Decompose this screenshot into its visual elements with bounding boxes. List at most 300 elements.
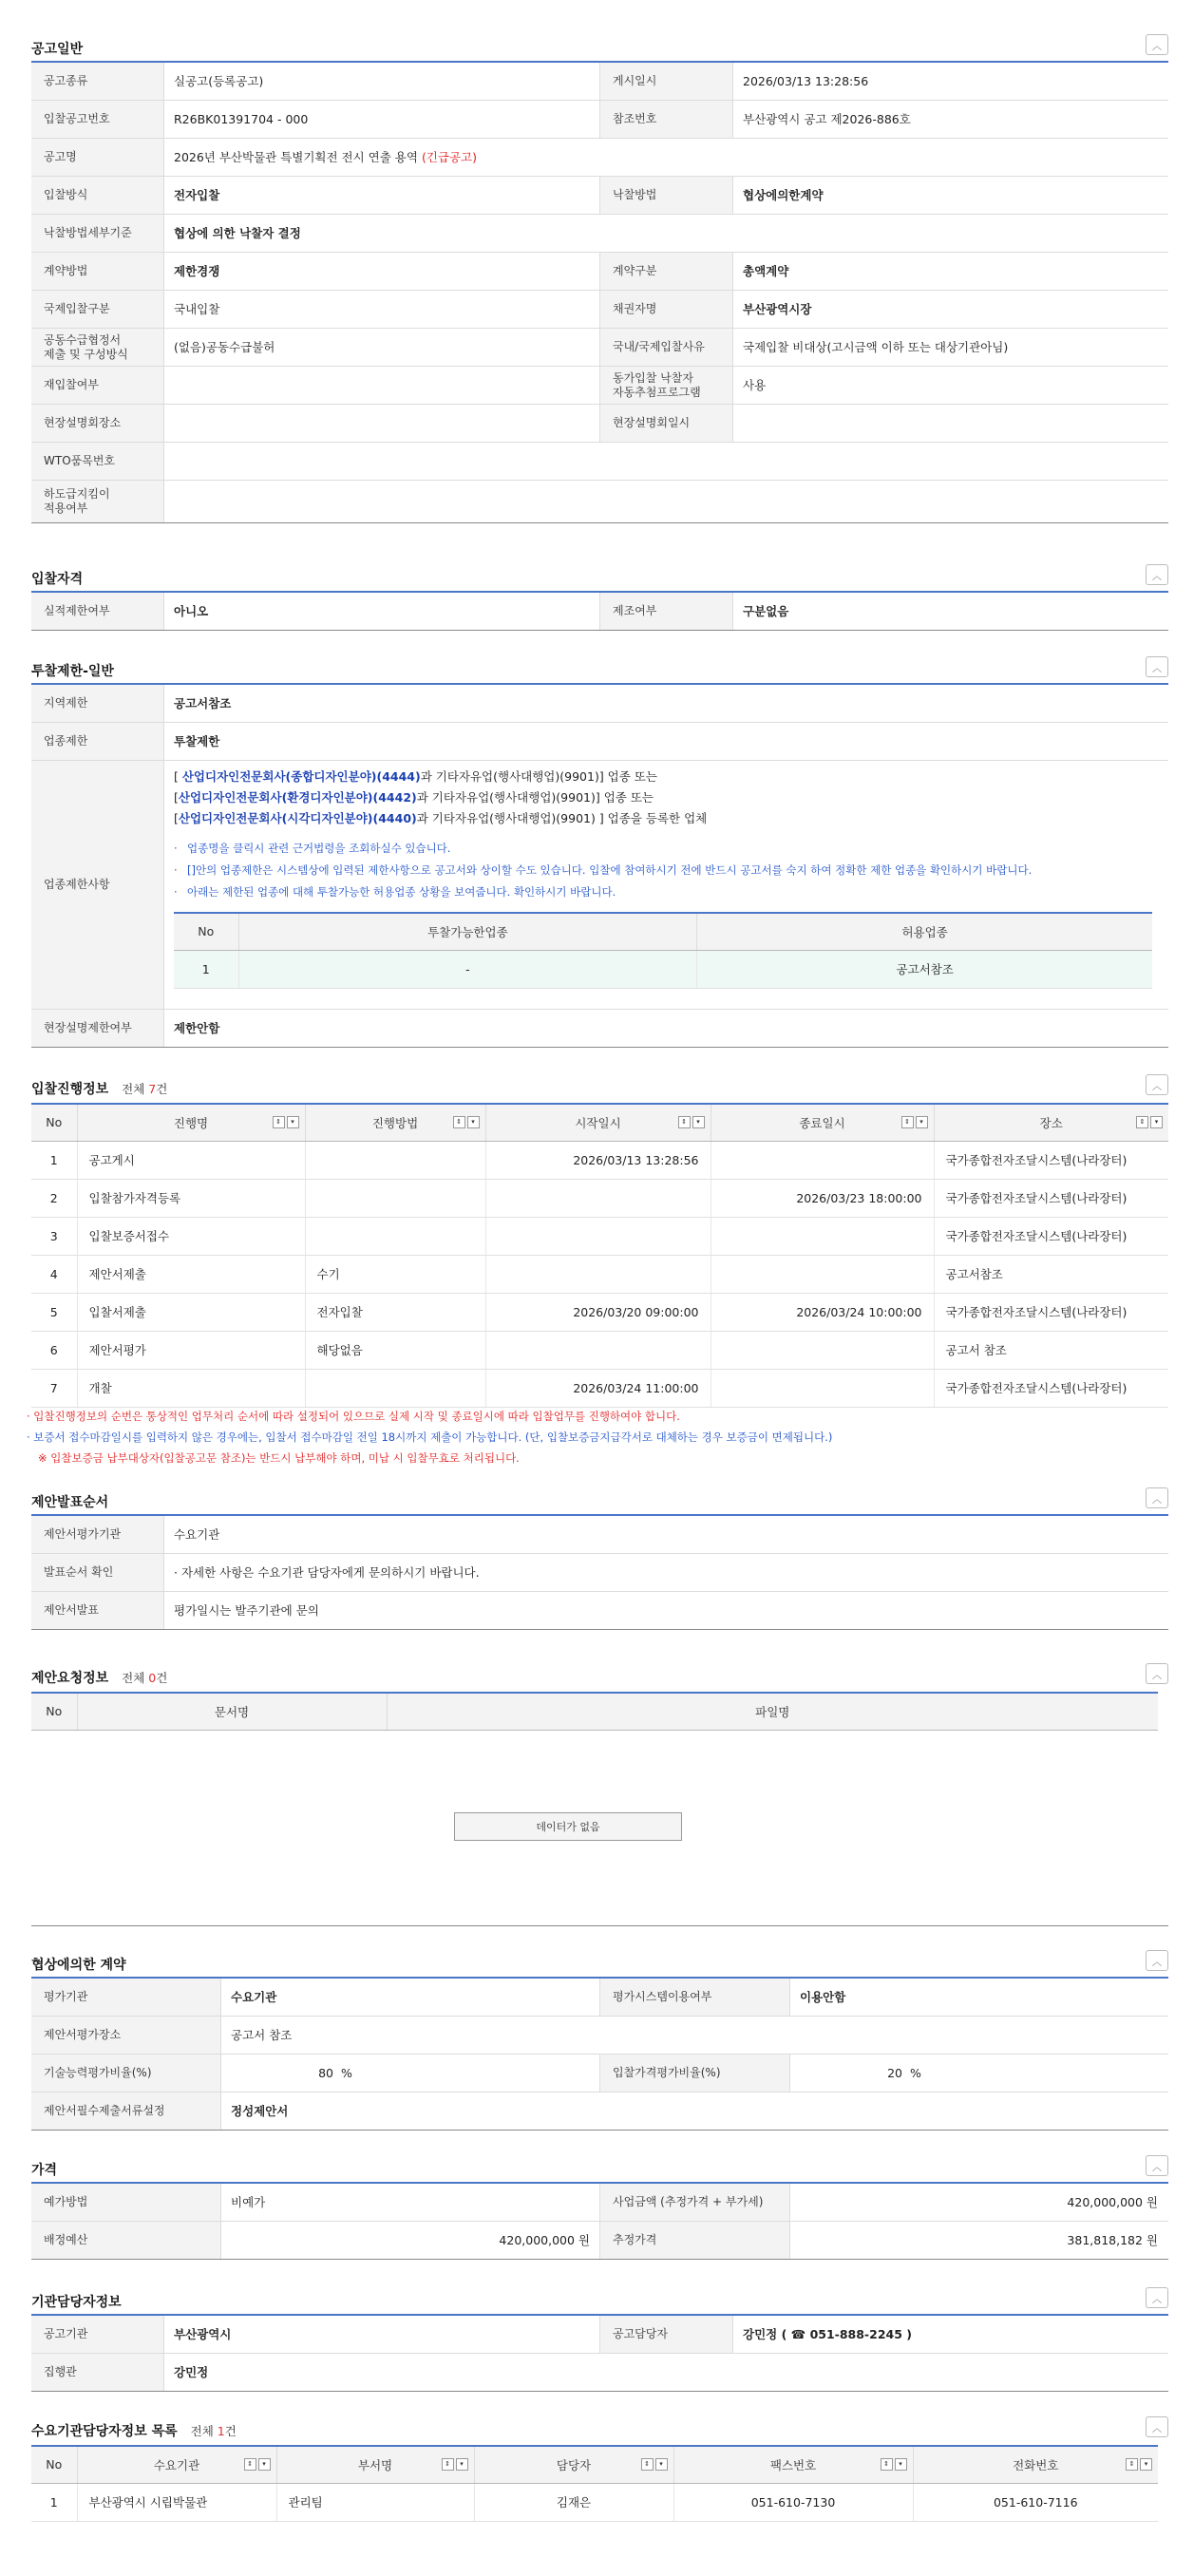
- filter-dropdown-icon[interactable]: ▾: [655, 2458, 668, 2471]
- row-presentation: [31, 1592, 1168, 1630]
- col-header: [913, 2446, 1158, 2483]
- row-agency: [31, 2316, 1168, 2354]
- collapse-toggle-icon[interactable]: ︿: [1146, 2416, 1168, 2437]
- col-header: [31, 1104, 77, 1141]
- cell: 해당없음: [305, 1331, 485, 1369]
- cell: [711, 1369, 934, 1407]
- label: 제안서평가기관: [31, 1516, 164, 1553]
- sort-controls: [244, 2458, 271, 2471]
- label: [31, 329, 164, 366]
- count-number: 7: [148, 1082, 157, 1096]
- section-title: 가격: [31, 2163, 58, 2178]
- row-eval-place: [31, 2017, 1168, 2055]
- row-eval-ratio: [31, 2055, 1168, 2093]
- value: 수요기관: [231, 1989, 277, 2004]
- sort-icon[interactable]: ⇕: [901, 1116, 914, 1128]
- section-header: [31, 1491, 1168, 1516]
- industry-line: [174, 767, 1159, 787]
- header-label: 팩스번호: [769, 2457, 817, 2472]
- value: 부산광역시 공고 제2026-886호: [743, 111, 911, 126]
- text: 전체: [122, 1082, 149, 1096]
- filter-dropdown-icon[interactable]: ▾: [895, 2458, 907, 2471]
- label-line: 하도급지킴이: [44, 487, 110, 501]
- col-header: [934, 1104, 1168, 1141]
- title-text: 입찰진행정보: [31, 1082, 109, 1097]
- title-text: 제안요청정보: [31, 1671, 109, 1686]
- text: 건: [156, 1671, 168, 1685]
- label: 입찰공고번호: [31, 101, 164, 138]
- col-header: [474, 2446, 673, 2483]
- value: 제한경쟁: [174, 263, 220, 278]
- cell: 2026/03/20 09:00:00: [485, 1293, 711, 1331]
- cell: 입찰서제출: [77, 1293, 305, 1331]
- cell: 7: [31, 1369, 77, 1407]
- demand-agency-table: [31, 2445, 1158, 2522]
- sort-icon[interactable]: ⇕: [881, 2458, 893, 2471]
- row-price-method: [31, 2184, 1168, 2222]
- value: [164, 139, 486, 176]
- label-line: 공동수급협정서: [44, 332, 122, 347]
- cell: 5: [31, 1293, 77, 1331]
- cell: 2026/03/24 11:00:00: [485, 1369, 711, 1407]
- cell: 051-610-7130: [673, 2483, 913, 2521]
- text: 건: [224, 2424, 237, 2438]
- label: 현장설명회장소: [31, 405, 164, 442]
- value: [164, 481, 183, 522]
- total-count: [122, 1671, 167, 1685]
- collapse-toggle-icon[interactable]: ︿: [1146, 34, 1168, 55]
- row-notice-name: [31, 139, 1168, 177]
- cell: 1: [31, 2483, 77, 2521]
- cell: 국가종합전자조달시스템(나라장터): [934, 1179, 1168, 1217]
- filter-dropdown-icon[interactable]: ▾: [1150, 1116, 1163, 1128]
- value: 국제입찰 비대상(고시금액 이하 또는 대상기관아님): [743, 339, 1009, 354]
- row-contract-method: [31, 253, 1168, 291]
- header-label: 전화번호: [1013, 2457, 1059, 2472]
- sort-icon[interactable]: ⇕: [442, 2458, 454, 2471]
- row-site-restriction: [31, 1010, 1168, 1048]
- section-bid-restriction: [31, 660, 1168, 1048]
- title-text: 수요기관담당자정보 목록: [31, 2424, 178, 2439]
- label: 공고기관: [31, 2316, 164, 2353]
- row-industry-restriction: [31, 723, 1168, 761]
- cell: 국가종합전자조달시스템(나라장터): [934, 1369, 1168, 1407]
- collapse-toggle-icon[interactable]: ︿: [1146, 1950, 1168, 1971]
- value: 수요기관: [174, 1526, 220, 1542]
- cell: [711, 1217, 934, 1255]
- col-header: [485, 1104, 711, 1141]
- sort-controls: [881, 2458, 907, 2471]
- cell: [305, 1179, 485, 1217]
- section-header: [31, 568, 1168, 593]
- table-row[interactable]: [31, 1369, 1168, 1407]
- header-label: No: [46, 2457, 63, 2472]
- label: [31, 481, 164, 522]
- value: 평가일시는 발주기관에 문의: [174, 1602, 319, 1618]
- value: 협상에 의한 낙찰자 결정: [174, 225, 301, 240]
- col-header: No: [31, 1693, 77, 1730]
- sort-controls: [442, 2458, 468, 2471]
- empty-data-button[interactable]: 데이터가 없음: [454, 1812, 682, 1841]
- value: 국내입찰: [174, 301, 220, 316]
- text: 과 기타자유업(행사대행업)(9901) ] 업종을 등록한 업체: [416, 811, 708, 825]
- section-title: [31, 2421, 237, 2440]
- filter-dropdown-icon[interactable]: ▾: [456, 2458, 468, 2471]
- cell: 1: [31, 1141, 77, 1179]
- filter-dropdown-icon[interactable]: ▾: [916, 1116, 928, 1128]
- value: 공고서 참조: [231, 2027, 293, 2042]
- cell: 제안서제출: [77, 1255, 305, 1293]
- bid-progress-table: [31, 1103, 1168, 1408]
- filter-dropdown-icon[interactable]: ▾: [1140, 2458, 1152, 2471]
- cell: 국가종합전자조달시스템(나라장터): [934, 1293, 1168, 1331]
- industry-line: [174, 787, 1159, 808]
- cell: -: [238, 950, 697, 988]
- text: [: [174, 811, 179, 825]
- sort-icon[interactable]: ⇕: [1136, 1116, 1148, 1128]
- value: 정성제안서: [231, 2103, 289, 2118]
- industry-link[interactable]: 산업디자인전문회사(시각디자인분야)(4440): [178, 811, 417, 825]
- sort-icon[interactable]: ⇕: [273, 1116, 285, 1128]
- filter-dropdown-icon[interactable]: ▾: [287, 1116, 299, 1128]
- col-header: 문서명: [77, 1693, 387, 1730]
- label: 집행관: [31, 2354, 164, 2391]
- value: 이용안함: [800, 1989, 846, 2004]
- section-header: [31, 1667, 1168, 1692]
- notice-text: · 보증서 접수마감일시를 입력하지 않은 경우에는, 입찰서 접수마감일 전일 18시까지 제출이 가능합니다. (단, 입찰보증금지급각서로 대체하는 경우 보증금이 면제됩니다.): [27, 1430, 833, 1444]
- section-title: [31, 1668, 167, 1687]
- notice-name: 2026년 부산박물관 특별기획전 전시 연출 용역: [174, 149, 418, 164]
- table-row[interactable]: [31, 1141, 1168, 1179]
- header-label: 장소: [1039, 1115, 1063, 1130]
- col-header: [673, 2446, 913, 2483]
- col-header: [711, 1104, 934, 1141]
- cell: 김재은: [474, 2483, 673, 2521]
- label: 입찰가격평가비율(%): [600, 2055, 790, 2092]
- label: 제안서평가장소: [31, 2017, 221, 2054]
- header-label: 담당자: [556, 2457, 592, 2472]
- filter-dropdown-icon[interactable]: ▾: [692, 1116, 705, 1128]
- notice-item: · []안의 업종제한은 시스템상에 입력된 제한사항으로 공고서와 상이할 수도 있습니다. 입찰에 참여하시기 전에 반드시 공고서를 숙지 하여 정확한 제한 업종을 확인하시기 바랍니다.: [174, 860, 1159, 881]
- sort-controls: [273, 1116, 299, 1128]
- label: 평가기관: [31, 1979, 221, 2016]
- col-header: [276, 2446, 474, 2483]
- label: 채권자명: [600, 291, 733, 328]
- sort-controls: [453, 1116, 480, 1128]
- notice-item: · 아래는 제한된 업종에 대해 투찰가능한 허용업종 상황을 보여줍니다. 확인하시기 바랍니다.: [174, 881, 1159, 903]
- row-executor: [31, 2354, 1168, 2392]
- count-number: 0: [148, 1671, 157, 1685]
- cell: [711, 1255, 934, 1293]
- collapse-toggle-icon[interactable]: ︿: [1146, 564, 1168, 585]
- cell: 국가종합전자조달시스템(나라장터): [934, 1217, 1168, 1255]
- label: 추정가격: [600, 2222, 790, 2259]
- cell: 3: [31, 1217, 77, 1255]
- industry-link[interactable]: 산업디자인전문회사(종합디자인분야)(4444): [181, 769, 421, 784]
- section-negotiation-contract: [31, 1954, 1168, 2131]
- label: 제안서발표: [31, 1592, 164, 1629]
- col-header: 투찰가능한업종: [238, 913, 697, 950]
- collapse-toggle-icon[interactable]: ︿: [1146, 656, 1168, 677]
- value: 실공고(등록공고): [174, 73, 264, 88]
- row-notice-type: [31, 63, 1168, 101]
- value: 투찰제한: [174, 733, 220, 748]
- cell: 4: [31, 1255, 77, 1293]
- sort-icon[interactable]: ⇕: [641, 2458, 654, 2471]
- header-label: 부서명: [357, 2457, 393, 2472]
- collapse-toggle-icon[interactable]: ︿: [1146, 1663, 1168, 1684]
- row-rebid: [31, 367, 1168, 405]
- cell: 개찰: [77, 1369, 305, 1407]
- value: 381,818,182 원: [1067, 2232, 1158, 2247]
- label: 제안서필수제출서류설정: [31, 2093, 221, 2130]
- value: [164, 367, 599, 404]
- urgent-badge: (긴급공고): [421, 149, 478, 164]
- divider: [31, 1925, 1168, 1926]
- cell: 공고서 참조: [934, 1331, 1168, 1369]
- row-award-criteria: [31, 215, 1168, 253]
- sort-icon[interactable]: ⇕: [1126, 2458, 1138, 2471]
- table-row[interactable]: [31, 2483, 1158, 2521]
- value: [221, 2055, 599, 2092]
- label: 공고담당자: [600, 2316, 733, 2353]
- cell: [485, 1255, 711, 1293]
- allowed-industry-table: [174, 912, 1152, 989]
- sort-controls: [1126, 2458, 1152, 2471]
- section-agency-contact: [31, 2291, 1168, 2392]
- label: WTO품목번호: [31, 443, 164, 480]
- value: [164, 443, 183, 480]
- header-label: 수요기관: [153, 2457, 200, 2472]
- cell: [485, 1331, 711, 1369]
- table-row: [174, 950, 1152, 988]
- text: [: [174, 769, 182, 784]
- header-label: No: [46, 1115, 63, 1130]
- cell: 2026/03/13 13:28:56: [485, 1141, 711, 1179]
- notice-text: ※ 입찰보증금 납부대상자(입찰공고문 참조)는 반드시 납부해야 하며, 미납 시 입찰무효로 처리됩니다.: [38, 1451, 520, 1465]
- section-header: [31, 1954, 1168, 1979]
- table-row[interactable]: [31, 1255, 1168, 1293]
- cell: 051-610-7116: [913, 2483, 1158, 2521]
- cell: [711, 1331, 934, 1369]
- section-bid-progress: [31, 1078, 1168, 1408]
- value: 비예가: [231, 2194, 266, 2209]
- label: 공고종류: [31, 63, 164, 100]
- value: 부산광역시장: [743, 301, 812, 316]
- cell: 공고게시: [77, 1141, 305, 1179]
- col-header: [77, 1104, 305, 1141]
- unit: %: [909, 2065, 921, 2080]
- header-label: 종료일시: [799, 1115, 845, 1130]
- sort-icon[interactable]: ⇕: [453, 1116, 465, 1128]
- cell: 6: [31, 1331, 77, 1369]
- label: 국제입찰구분: [31, 291, 164, 328]
- ratio-value: 20: [887, 2065, 902, 2080]
- section-title: 제안발표순서: [31, 1495, 109, 1510]
- row-joint-supply: [31, 329, 1168, 367]
- row-wto: [31, 443, 1168, 481]
- value: [164, 405, 599, 442]
- row-industry-details: [31, 761, 1168, 1010]
- value: 사용: [743, 377, 767, 392]
- label-line: 자동추첨프로그램: [613, 385, 701, 399]
- industry-line: [174, 808, 1159, 829]
- notice-list: [174, 838, 1159, 903]
- label: 배정예산: [31, 2222, 221, 2259]
- value: 아니오: [174, 603, 209, 618]
- cell: 2026/03/23 18:00:00: [711, 1179, 934, 1217]
- industry-detail-box: [164, 761, 1168, 1009]
- table-row[interactable]: [31, 1179, 1168, 1217]
- value: 제한안함: [174, 1020, 220, 1035]
- label: 게시일시: [600, 63, 733, 100]
- filter-dropdown-icon[interactable]: ▾: [258, 2458, 271, 2471]
- value: R26BK01391704 - 000: [174, 111, 309, 126]
- col-header: 허용업종: [697, 913, 1152, 950]
- row-eval-org: [31, 1979, 1168, 2017]
- section-notice-general: [31, 38, 1168, 523]
- label: 현장설명회일시: [600, 405, 733, 442]
- label: 발표순서 확인: [31, 1554, 164, 1591]
- notice-item: · 업종명을 클릭시 관련 근거법령을 조회하실수 있습니다.: [174, 838, 1159, 860]
- section-rfp-info: [31, 1667, 1168, 1731]
- unit: %: [340, 2065, 352, 2080]
- collapse-toggle-icon[interactable]: ︿: [1146, 1074, 1168, 1095]
- header-label: 진행명: [173, 1115, 209, 1130]
- value: · 자세한 사항은 수요기관 담당자에게 문의하시기 바랍니다.: [174, 1564, 480, 1580]
- label: 입찰방식: [31, 177, 164, 214]
- col-header: 파일명: [387, 1693, 1158, 1730]
- cell: [305, 1217, 485, 1255]
- col-header: [31, 2446, 77, 2483]
- col-header: [305, 1104, 485, 1141]
- col-header: [77, 2446, 276, 2483]
- row-intl-bid: [31, 291, 1168, 329]
- sort-icon[interactable]: ⇕: [678, 1116, 691, 1128]
- value: 전자입찰: [174, 187, 220, 202]
- value: 강민정: [174, 2364, 209, 2379]
- section-header: [31, 2291, 1168, 2316]
- row-eval-org: [31, 1516, 1168, 1554]
- collapse-toggle-icon[interactable]: ︿: [1146, 2155, 1168, 2176]
- table-row[interactable]: [31, 1293, 1168, 1331]
- collapse-toggle-icon[interactable]: ︿: [1146, 2287, 1168, 2308]
- cell: 수기: [305, 1255, 485, 1293]
- row-site-briefing: [31, 405, 1168, 443]
- header-label: 시작일시: [575, 1115, 621, 1130]
- total-count: [191, 2424, 237, 2438]
- industry-link[interactable]: 산업디자인전문회사(환경디자인분야)(4442): [178, 790, 417, 805]
- cell: 부산광역시 시립박물관: [77, 2483, 276, 2521]
- cell: 전자입찰: [305, 1293, 485, 1331]
- cell: 입찰참가자격등록: [77, 1179, 305, 1217]
- cell: 공고서참조: [934, 1255, 1168, 1293]
- label: 평가시스템이용여부: [600, 1979, 790, 2016]
- cell: [485, 1179, 711, 1217]
- label: 업종제한: [31, 723, 164, 760]
- sort-controls: [901, 1116, 928, 1128]
- label: 업종제한사항: [31, 761, 164, 1009]
- label: 낙찰방법: [600, 177, 733, 214]
- text: 건: [156, 1082, 168, 1096]
- label-line: 적용여부: [44, 502, 88, 515]
- cell: 국가종합전자조달시스템(나라장터): [934, 1141, 1168, 1179]
- sort-controls: [1136, 1116, 1163, 1128]
- text: 과 기타자유업(행사대행업)(9901)] 업종 또는: [416, 790, 654, 805]
- table-row[interactable]: [31, 1217, 1168, 1255]
- section-title: 협상에의한 계약: [31, 1958, 126, 1973]
- row-bid-method: [31, 177, 1168, 215]
- rfp-table: [31, 1692, 1158, 1731]
- sort-controls: [641, 2458, 668, 2471]
- filter-dropdown-icon[interactable]: ▾: [467, 1116, 480, 1128]
- value: 공고서참조: [174, 695, 232, 710]
- label: 공고명: [31, 139, 164, 176]
- label: 계약구분: [600, 253, 733, 290]
- label-line: 동가입찰 낙찰자: [613, 370, 693, 385]
- value: 강민정 ( ☎ 051-888-2245 ): [743, 2326, 912, 2341]
- text: 과 기타자유업(행사대행업)(9901)] 업종 또는: [420, 769, 657, 784]
- cell: 제안서평가: [77, 1331, 305, 1369]
- cell: 1: [174, 950, 238, 988]
- cell: [305, 1369, 485, 1407]
- section-presentation-order: [31, 1491, 1168, 1630]
- value: 총액계약: [743, 263, 789, 278]
- section-header: [31, 1078, 1168, 1103]
- label: 계약방법: [31, 253, 164, 290]
- label: 예가방법: [31, 2184, 221, 2221]
- count-number: 1: [217, 2424, 225, 2438]
- table-row[interactable]: [31, 1331, 1168, 1369]
- cell: [305, 1141, 485, 1179]
- section-title: 기관담당자정보: [31, 2295, 122, 2310]
- section-demand-agency-contacts: [31, 2420, 1168, 2522]
- section-title: [31, 1079, 167, 1098]
- value: 420,000,000 원: [1067, 2194, 1158, 2209]
- total-count: [122, 1082, 167, 1096]
- label: 낙찰방법세부기준: [31, 215, 164, 252]
- value: (없음)공동수급불허: [174, 339, 275, 354]
- value: 420,000,000 원: [499, 2232, 590, 2247]
- value: 2026/03/13 13:28:56: [743, 73, 869, 88]
- label: [600, 367, 733, 404]
- sort-icon[interactable]: ⇕: [244, 2458, 256, 2471]
- header-label: 진행방법: [371, 1115, 419, 1130]
- cell: [711, 1141, 934, 1179]
- row-budget: [31, 2222, 1168, 2260]
- row-qualification: [31, 593, 1168, 631]
- section-title: 투찰제한-일반: [31, 664, 114, 679]
- section-header: [31, 660, 1168, 685]
- section-header: [31, 38, 1168, 63]
- label: 실적제한여부: [31, 593, 164, 630]
- cell: [485, 1217, 711, 1255]
- row-subcontract: [31, 481, 1168, 523]
- label: 제조여부: [600, 593, 733, 630]
- section-title: 공고일반: [31, 42, 84, 57]
- label: 사업금액 (추정가격 + 부가세): [600, 2184, 790, 2221]
- notice-text: · 입찰진행정보의 순번은 통상적인 업무처리 순서에 따라 설정되어 있으므로 실제 시작 및 종료일시에 따라 입찰업무를 진행하여야 합니다.: [27, 1410, 680, 1423]
- section-qualification: [31, 568, 1168, 631]
- label: 기술능력평가비율(%): [31, 2055, 221, 2092]
- row-region-restriction: [31, 685, 1168, 723]
- section-header: [31, 2420, 1168, 2445]
- collapse-toggle-icon[interactable]: ︿: [1146, 1487, 1168, 1508]
- label: 국내/국제입찰사유: [600, 329, 733, 366]
- value: [733, 405, 1167, 442]
- text: [: [174, 790, 179, 805]
- label: 지역제한: [31, 685, 164, 722]
